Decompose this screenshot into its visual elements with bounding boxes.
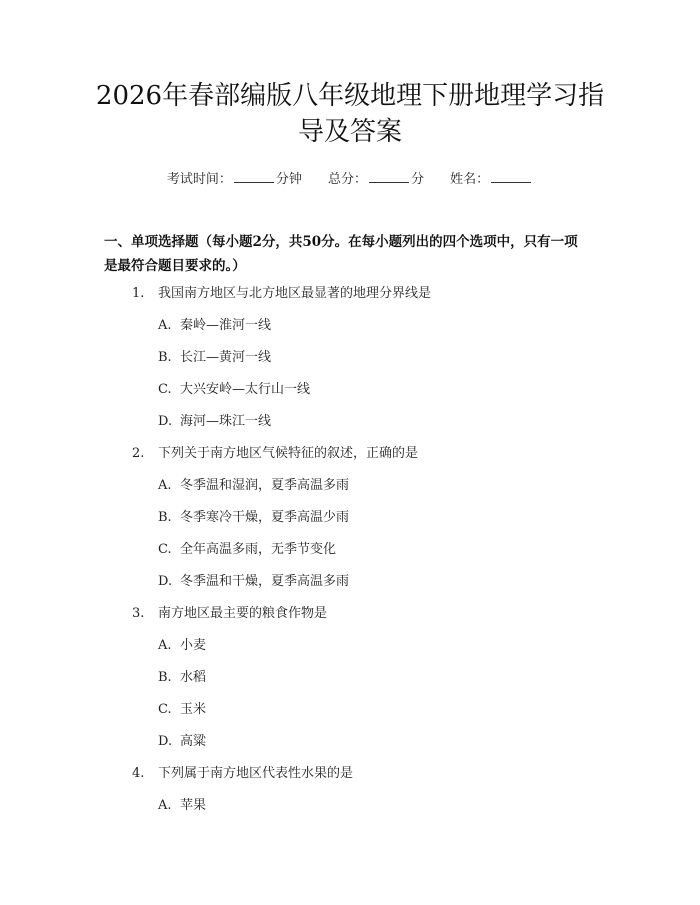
name-blank[interactable]: [491, 170, 531, 183]
exam-meta: [0, 168, 700, 187]
option-letter: D.: [158, 414, 173, 429]
question-text: 下列属于南方地区代表性水果的是: [158, 766, 354, 781]
title-line-2: 导及答案: [297, 117, 402, 147]
section-heading-line-1: 一、单项选择题（每小题2分，共50分。在每小题列出的四个选项中，只有一项: [104, 234, 578, 250]
question-text: 下列关于南方地区气候特征的叙述，正确的是: [158, 446, 419, 461]
q2-option-a[interactable]: [158, 474, 349, 493]
option-letter: B.: [158, 670, 172, 685]
q1-option-b[interactable]: [158, 346, 271, 365]
option-text: 冬季温和湿润，夏季高温多雨: [180, 478, 350, 493]
title-line-1: 2026年春部编版八年级地理下册地理学习指: [95, 81, 605, 111]
option-letter: A.: [158, 798, 172, 813]
score-blank[interactable]: [369, 170, 409, 183]
option-letter: C.: [158, 382, 172, 397]
option-letter: D.: [158, 574, 173, 589]
option-text: 玉米: [180, 702, 207, 717]
q2-option-d[interactable]: [158, 570, 349, 589]
option-letter: A.: [158, 638, 172, 653]
exam-score: [328, 168, 424, 187]
score-label: 总分：: [327, 172, 367, 187]
option-letter: A.: [158, 318, 172, 333]
option-letter: C.: [158, 702, 172, 717]
name-label: 姓名：: [450, 172, 490, 187]
option-text: 大兴安岭—太行山一线: [180, 382, 311, 397]
time-unit: 分钟: [275, 172, 302, 187]
option-text: 长江—黄河一线: [180, 350, 272, 365]
time-blank[interactable]: [234, 170, 274, 183]
option-text: 秦岭—淮河一线: [180, 318, 272, 333]
q2-option-c[interactable]: [158, 538, 336, 557]
q3-option-b[interactable]: [158, 666, 206, 685]
option-text: 海河—珠江一线: [180, 414, 272, 429]
option-text: 高粱: [180, 734, 207, 749]
option-text: 小麦: [180, 638, 207, 653]
question-text: 我国南方地区与北方地区最显著的地理分界线是: [158, 286, 432, 301]
question-4: [132, 762, 353, 781]
time-label: 考试时间：: [166, 172, 232, 187]
q4-option-a[interactable]: [158, 794, 206, 813]
section-heading: [104, 230, 604, 278]
option-text: 苹果: [180, 798, 207, 813]
option-letter: D.: [158, 734, 173, 749]
document-title: [90, 78, 610, 150]
exam-name: [450, 168, 533, 187]
q3-option-d[interactable]: [158, 730, 206, 749]
question-2: [132, 442, 418, 461]
option-letter: B.: [158, 350, 172, 365]
option-letter: C.: [158, 542, 172, 557]
option-text: 冬季寒冷干燥，夏季高温少雨: [180, 510, 350, 525]
score-unit: 分: [411, 172, 425, 187]
exam-time: [167, 168, 302, 187]
question-number: 3.: [132, 606, 145, 621]
option-letter: B.: [158, 510, 172, 525]
question-number: 4.: [132, 766, 145, 781]
option-text: 水稻: [180, 670, 207, 685]
question-1: [132, 282, 431, 301]
q3-option-a[interactable]: [158, 634, 206, 653]
q1-option-a[interactable]: [158, 314, 271, 333]
question-number: 2.: [132, 446, 145, 461]
q1-option-c[interactable]: [158, 378, 310, 397]
q2-option-b[interactable]: [158, 506, 349, 525]
question-3: [132, 602, 327, 621]
option-letter: A.: [158, 478, 172, 493]
question-text: 南方地区最主要的粮食作物是: [158, 606, 328, 621]
section-heading-line-2: 是最符合题目要求的。）: [104, 258, 246, 274]
option-text: 冬季温和干燥，夏季高温多雨: [180, 574, 350, 589]
question-number: 1.: [132, 286, 145, 301]
q1-option-d[interactable]: [158, 410, 271, 429]
option-text: 全年高温多雨，无季节变化: [180, 542, 337, 557]
q3-option-c[interactable]: [158, 698, 206, 717]
